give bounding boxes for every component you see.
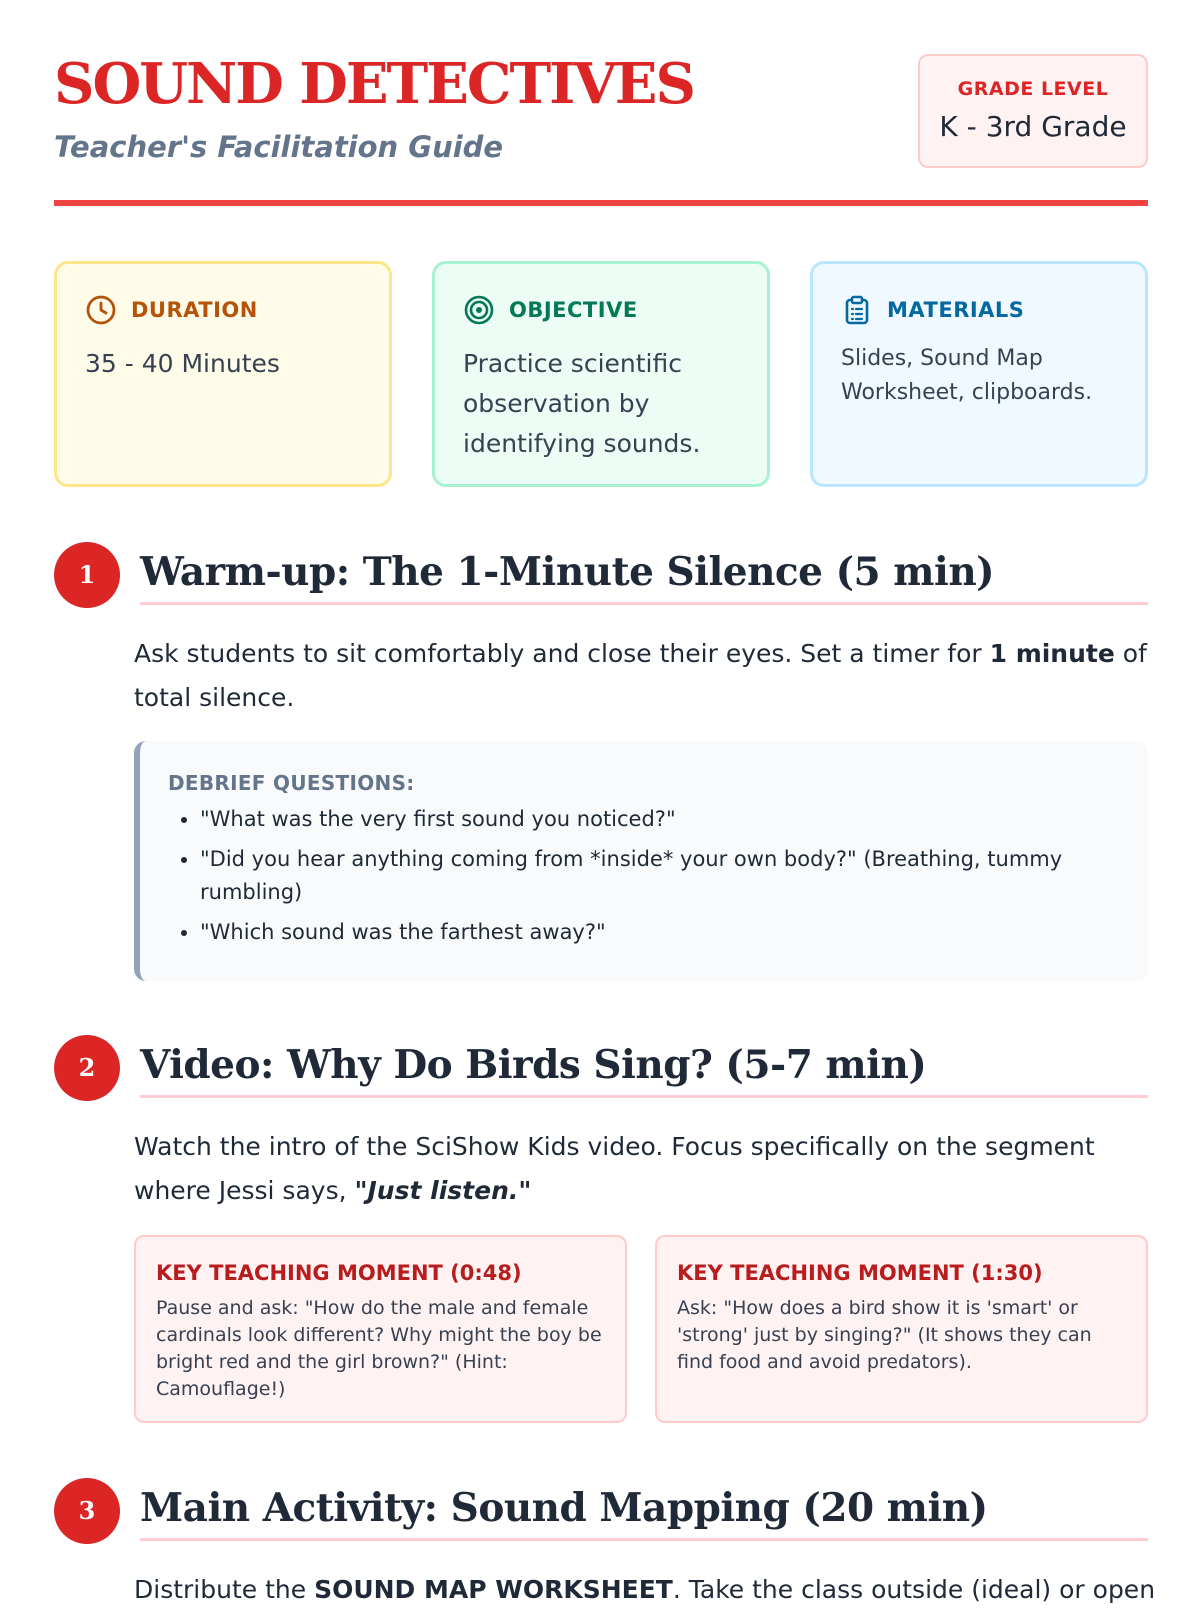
teaching-moments <box>134 1235 1148 1423</box>
clock-icon <box>85 294 117 326</box>
page-subtitle: Teacher's Facilitation Guide <box>54 130 504 164</box>
objective-card <box>432 261 770 487</box>
materials-card <box>810 261 1148 487</box>
step-number-badge: 2 <box>54 1035 120 1101</box>
duration-card <box>54 261 392 487</box>
grade-level-label: GRADE LEVEL <box>957 78 1109 100</box>
list-item: • "Did you hear anything coming from *inside* your own body?" (Breathing, tummy rumbling) <box>200 843 1120 909</box>
header <box>54 0 1148 205</box>
teaching-moment-card <box>655 1235 1148 1423</box>
page-title: SOUND DETECTIVES <box>54 51 694 117</box>
header-divider <box>54 200 1148 206</box>
grade-level-badge <box>918 54 1148 168</box>
step-number-badge: 3 <box>54 1478 120 1544</box>
objective-title: OBJECTIVE <box>509 298 638 322</box>
objective-text: Practice scientific observation by identifying sounds. <box>463 349 701 458</box>
guide-page <box>54 0 1156 1604</box>
grade-level-value: K - 3rd Grade <box>939 110 1127 143</box>
section-divider <box>140 602 1148 605</box>
teaching-moment-title: KEY TEACHING MOMENT (1:30) <box>677 1261 1043 1285</box>
section-divider <box>140 1538 1148 1541</box>
teaching-moment-title: KEY TEACHING MOMENT (0:48) <box>156 1261 522 1285</box>
section-title: Main Activity: Sound Mapping (20 min) <box>140 1485 988 1531</box>
duration-title: DURATION <box>131 298 258 322</box>
debrief-title: DEBRIEF QUESTIONS: <box>168 771 415 795</box>
section-divider <box>140 1095 1148 1098</box>
step-number-badge: 1 <box>54 542 120 608</box>
info-cards <box>54 261 1148 487</box>
section-title: Video: Why Do Birds Sing? (5-7 min) <box>140 1042 927 1088</box>
clipboard-icon <box>841 294 873 326</box>
debrief-list <box>168 803 1120 949</box>
list-item: • "Which sound was the farthest away?" <box>200 916 1120 949</box>
target-icon <box>463 294 495 326</box>
duration-value: 35 - 40 Minutes <box>85 349 280 378</box>
section-text: Watch the intro of the SciShow Kids video. Focus specifically on the segment where Jessi says, "Just listen." <box>134 1132 1095 1205</box>
materials-text: Slides, Sound Map Worksheet, clipboards. <box>841 346 1093 405</box>
teaching-moment-text: Pause and ask: "How do the male and female cardinals look different? Why might the boy be bright red and the girl brown?" (Hint: Camouflage!) <box>156 1297 602 1400</box>
section-title: Warm-up: The 1-Minute Silence (5 min) <box>140 549 995 595</box>
section-text: Distribute the SOUND MAP WORKSHEET. Take the class outside (ideal) or open <box>134 1575 1156 1604</box>
section-text: Ask students to sit comfortably and close their eyes. Set a timer for 1 minute of total silence. <box>134 639 1147 712</box>
debrief-box <box>134 741 1148 981</box>
teaching-moment-text: Ask: "How does a bird show it is 'smart' or 'strong' just by singing?" (It shows they can find food and avoid predators). <box>677 1297 1092 1373</box>
materials-title: MATERIALS <box>887 298 1025 322</box>
list-item: • "What was the very first sound you noticed?" <box>200 803 1120 836</box>
teaching-moment-card <box>134 1235 627 1423</box>
